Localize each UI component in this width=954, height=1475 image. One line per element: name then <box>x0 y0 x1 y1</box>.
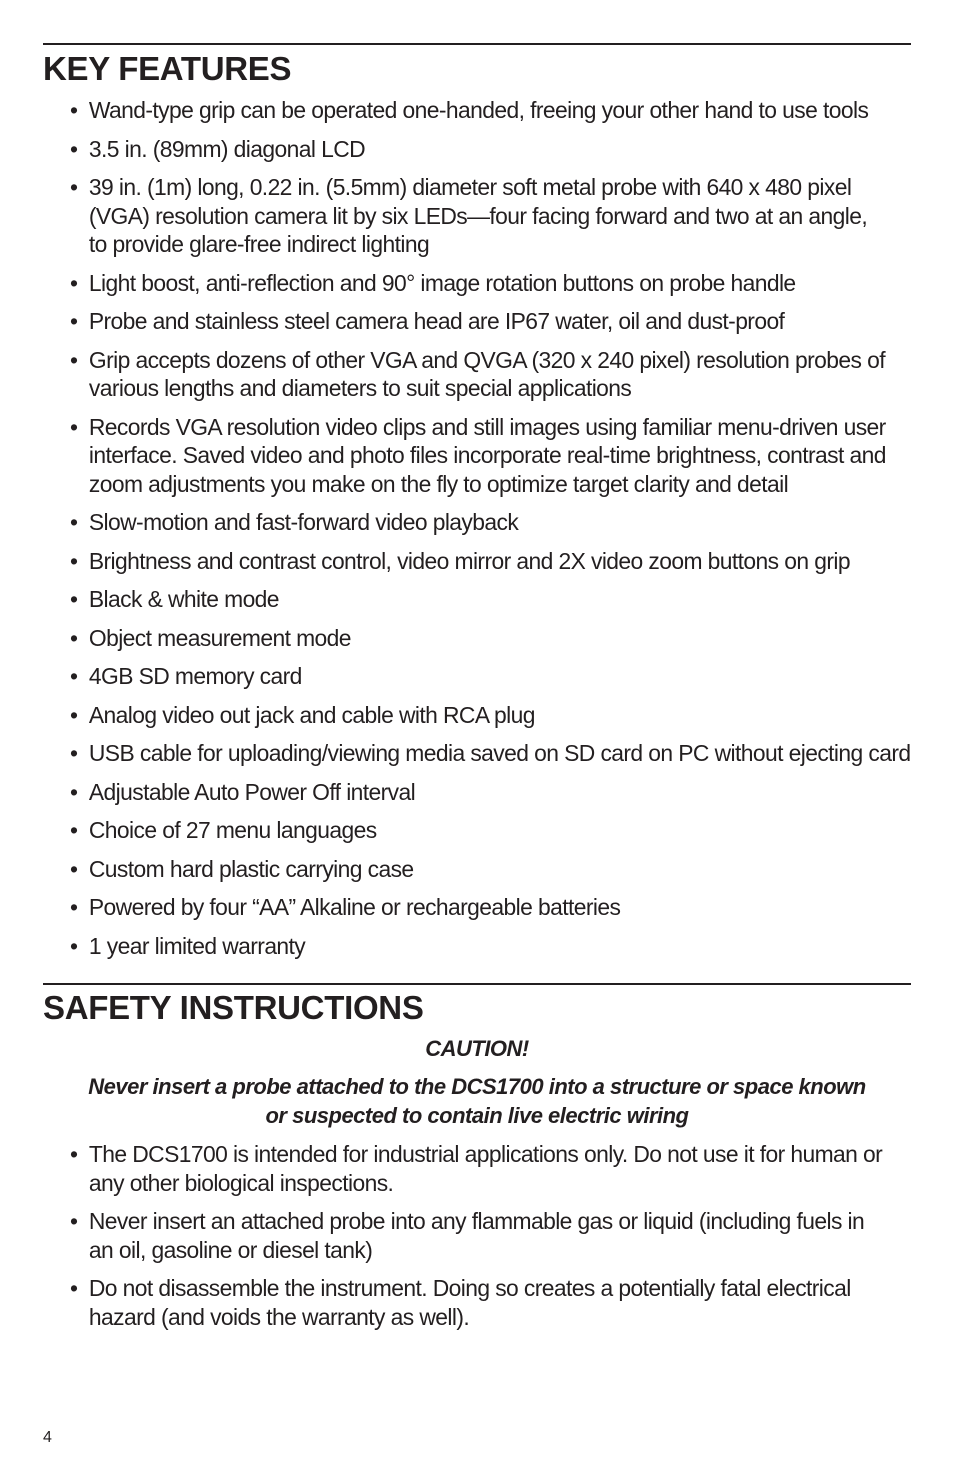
feature-item-text: Object measurement mode <box>88 624 351 651</box>
feature-item <box>70 96 915 125</box>
feature-item-text: 3.5 in. (89mm) diagonal LCD <box>88 135 366 162</box>
bullet-icon: • <box>70 1275 78 1301</box>
feature-item-text: Wand-type grip can be operated one-handed, freeing your other hand to use tools <box>88 97 869 123</box>
safety-list <box>70 1140 920 1341</box>
feature-item <box>70 547 915 576</box>
bullet-icon: • <box>70 778 78 805</box>
safety-item-text: an oil, gasoline or diesel tank) <box>88 1236 373 1263</box>
safety-item-text: Never insert an attached probe into any flammable gas or liquid (including fuels in <box>88 1208 865 1234</box>
feature-item <box>70 893 915 922</box>
feature-item-text: zoom adjustments you make on the fly to optimize target clarity and detail <box>88 470 789 497</box>
bullet-icon: • <box>70 1141 78 1167</box>
bullet-icon: • <box>70 97 78 123</box>
feature-item-text: Powered by four “AA” Alkaline or rechargeable batteries <box>88 894 621 920</box>
feature-item-text: Black & white mode <box>88 586 279 612</box>
feature-item <box>70 932 915 961</box>
safety-item-text: The DCS1700 is intended for industrial applications only. Do not use it for human or <box>88 1141 883 1167</box>
bullet-icon: • <box>70 1208 78 1234</box>
feature-item <box>70 585 915 614</box>
feature-item <box>70 307 915 336</box>
bullet-icon: • <box>70 894 78 920</box>
bullet-icon: • <box>70 701 78 728</box>
key-features-list <box>70 96 920 970</box>
feature-item <box>70 855 915 884</box>
bullet-icon: • <box>70 269 78 296</box>
bullet-icon: • <box>70 135 78 162</box>
feature-item-text: various lengths and diameters to suit special applications <box>88 375 632 401</box>
feature-item <box>70 816 915 845</box>
caution-label: CAUTION! <box>425 1036 529 1061</box>
feature-item-text: Grip accepts dozens of other VGA and QVGA (320 x 240 pixel) resolution probes of <box>88 346 886 373</box>
bullet-icon: • <box>70 624 78 651</box>
bullet-icon: • <box>70 817 78 843</box>
feature-item <box>70 624 915 653</box>
feature-item <box>70 413 915 499</box>
feature-item-text: to provide glare-free indirect lighting <box>88 231 430 257</box>
feature-item-text: Choice of 27 menu languages <box>88 817 377 843</box>
bullet-icon: • <box>70 547 78 574</box>
bullet-icon: • <box>70 855 78 882</box>
safety-item <box>70 1274 915 1331</box>
safety-item-text: Do not disassemble the instrument. Doing so creates a potentially fatal electrical <box>88 1275 851 1301</box>
feature-item-text: Slow-motion and fast-forward video playback <box>88 509 519 535</box>
bullet-icon: • <box>70 740 78 766</box>
bullet-icon: • <box>70 308 78 334</box>
feature-item-text: Brightness and contrast control, video mirror and 2X video zoom buttons on grip <box>88 547 850 574</box>
feature-item-text: Analog video out jack and cable with RCA plug <box>88 701 535 728</box>
safety-item-text: any other biological inspections. <box>88 1169 394 1196</box>
feature-item <box>70 662 915 691</box>
feature-item <box>70 269 915 298</box>
feature-item-text: USB cable for uploading/viewing media saved on SD card on PC without ejecting card <box>88 740 911 766</box>
feature-item-text: Records VGA resolution video clips and still images using familiar menu-driven user <box>88 413 886 440</box>
safety-rule <box>43 983 911 985</box>
feature-item-text: interface. Saved video and photo files incorporate real-time brightness, contrast and <box>88 442 886 468</box>
bullet-icon: • <box>70 346 78 373</box>
safety-item <box>70 1140 915 1197</box>
safety-item <box>70 1207 915 1264</box>
feature-item <box>70 135 915 164</box>
key-features-heading: KEY FEATURES <box>43 50 292 87</box>
bullet-icon: • <box>70 663 78 689</box>
feature-item-text: 39 in. (1m) long, 0.22 in. (5.5mm) diameter soft metal probe with 640 x 480 pixel <box>88 174 852 200</box>
feature-item <box>70 508 915 537</box>
caution-warning-line-2: or suspected to contain live electric wiring <box>265 1103 689 1128</box>
safety-item-text: hazard (and voids the warranty as well). <box>88 1303 470 1330</box>
feature-item <box>70 346 915 403</box>
feature-item <box>70 778 915 807</box>
bullet-icon: • <box>70 586 78 612</box>
bullet-icon: • <box>70 413 78 440</box>
feature-item-text: (VGA) resolution camera lit by six LEDs—four facing forward and two at an angle, <box>88 202 868 229</box>
feature-item-text: Probe and stainless steel camera head are IP67 water, oil and dust-proof <box>88 308 785 334</box>
top-rule <box>43 43 911 45</box>
feature-item-text: Light boost, anti-reflection and 90° image rotation buttons on probe handle <box>88 269 796 296</box>
bullet-icon: • <box>70 509 78 535</box>
feature-item-text: Custom hard plastic carrying case <box>88 855 414 882</box>
feature-item-text: 4GB SD memory card <box>88 663 302 689</box>
bullet-icon: • <box>70 932 78 959</box>
feature-item-text: 1 year limited warranty <box>88 932 306 959</box>
bullet-icon: • <box>70 174 78 200</box>
feature-item-text: Adjustable Auto Power Off interval <box>88 778 416 805</box>
feature-item <box>70 701 915 730</box>
safety-instructions-heading: SAFETY INSTRUCTIONS <box>43 989 424 1026</box>
feature-item <box>70 739 915 768</box>
page-number: 4 <box>43 1429 52 1446</box>
caution-warning-line-1: Never insert a probe attached to the DCS1700 into a structure or space known <box>88 1074 866 1099</box>
feature-item <box>70 173 915 259</box>
